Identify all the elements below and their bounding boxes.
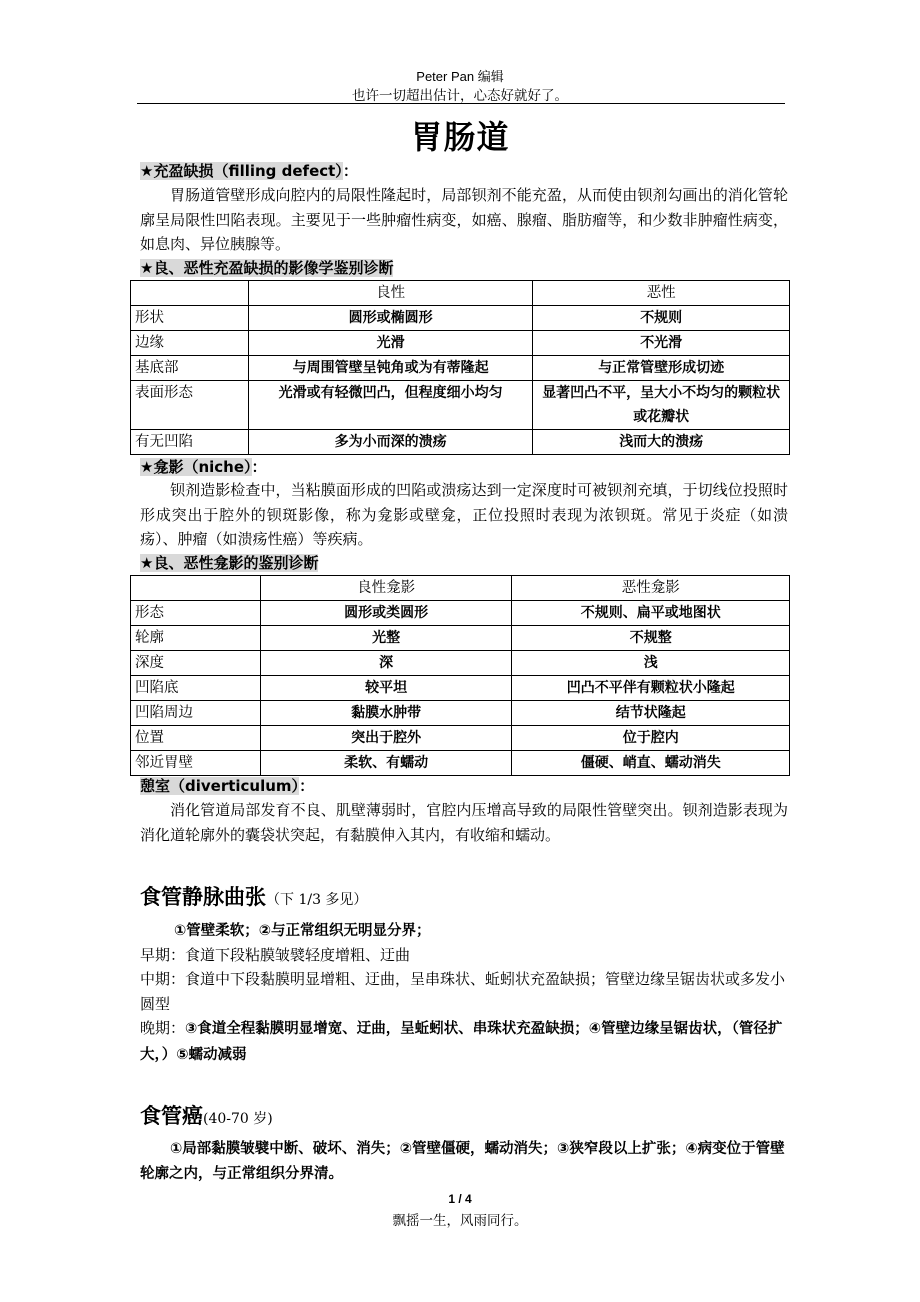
row-label: 形状: [131, 306, 249, 331]
benign-cell: 光整: [260, 626, 512, 651]
benign-cell: 与周围管壁呈钝角或为有蒂隆起: [248, 356, 533, 381]
header-motto: 也许一切超出估计，心态好就好了。: [352, 88, 568, 104]
benign-cell: 突出于腔外: [260, 726, 512, 751]
table-header-cell: [131, 576, 261, 601]
malignant-cell: 与正常管壁形成切迹: [533, 356, 790, 381]
row-label: 表面形态: [131, 381, 249, 430]
header-divider: [137, 103, 785, 104]
esophageal-cancer-heading: 食管癌(40-70 岁): [140, 1104, 273, 1128]
niche-heading: ★龛影（niche）：: [140, 458, 267, 476]
benign-cell: 光滑: [248, 331, 533, 356]
table-header-cell: 恶性: [533, 281, 790, 306]
malignant-cell: 凹凸不平伴有颗粒状小隆起: [512, 676, 790, 701]
benign-malignant-niche-table: [130, 575, 790, 776]
header-author: Peter Pan 编辑: [416, 69, 504, 84]
malignant-cell: 僵硬、峭直、蠕动消失: [512, 751, 790, 776]
table-row: [131, 676, 790, 701]
diverticulum-body: 消化管道局部发育不良、肌壁薄弱时，官腔内压增高导致的局限性管壁突出。钡剂造影表现为消化道轮廓外的囊袋状突起，有黏膜伸入其内，有收缩和蠕动。: [140, 801, 788, 844]
row-label: 基底部: [131, 356, 249, 381]
table-row: [131, 331, 790, 356]
malignant-cell: 结节状隆起: [512, 701, 790, 726]
table-header-cell: 良性龛影: [260, 576, 512, 601]
row-label: 轮廓: [131, 626, 261, 651]
malignant-cell: 不光滑: [533, 331, 790, 356]
table-row: [131, 601, 790, 626]
page-number: 1 / 4: [448, 1192, 472, 1206]
varices-heading: 食管静脉曲张（下 1/3 多见）: [140, 885, 368, 909]
diverticulum-heading: 憩室（diverticulum）：: [140, 777, 315, 795]
benign-cell: 多为小而深的溃疡: [248, 430, 533, 455]
table-row: [131, 651, 790, 676]
table-header-cell: 恶性龛影: [512, 576, 790, 601]
table-row: [131, 726, 790, 751]
footer-motto: 飘摇一生，风雨同行。: [392, 1213, 528, 1229]
row-label: 凹陷底: [131, 676, 261, 701]
table-row: [131, 381, 790, 430]
row-label: 形态: [131, 601, 261, 626]
row-label: 深度: [131, 651, 261, 676]
malignant-cell: 不规整: [512, 626, 790, 651]
varices-middle: 中期：食道中下段黏膜明显增粗、迂曲，呈串珠状、蚯蚓状充盈缺损；管壁边缘呈锯齿状或多发小圆型: [140, 970, 786, 1013]
benign-cell: 柔软、有蠕动: [260, 751, 512, 776]
benign-cell: 圆形或类圆形: [260, 601, 512, 626]
benign-cell: 光滑或有轻微凹凸，但程度细小均匀: [248, 381, 533, 430]
varices-key-points: ①管壁柔软；②与正常组织无明显分界；: [174, 923, 431, 939]
row-label: 位置: [131, 726, 261, 751]
table-row: [131, 356, 790, 381]
malignant-cell: 不规则: [533, 306, 790, 331]
row-label: 有无凹陷: [131, 430, 249, 455]
table-header-cell: 良性: [248, 281, 533, 306]
table-header-row: [131, 576, 790, 601]
page-title: 胃肠道: [410, 118, 510, 156]
row-label: 邻近胃壁: [131, 751, 261, 776]
benign-cell: 较平坦: [260, 676, 512, 701]
benign-cell: 圆形或椭圆形: [248, 306, 533, 331]
table-row: [131, 626, 790, 651]
table-row: [131, 430, 790, 455]
benign-cell: 深: [260, 651, 512, 676]
table-row: [131, 701, 790, 726]
malignant-cell: 位于腔内: [512, 726, 790, 751]
filling-defect-body: 胃肠道管壁形成向腔内的局限性隆起时，局部钡剂不能充盈，从而使由钡剂勾画出的消化管轮廓呈局限性凹陷表现。主要见于一些肿瘤性病变，如癌、腺瘤、脂肪瘤等，和少数非肿瘤性病变，如息肉、异位胰腺等。: [140, 186, 788, 253]
malignant-cell: 显著凹凸不平，呈大小不均匀的颗粒状或花瓣状: [533, 381, 790, 430]
table-header-row: [131, 281, 790, 306]
row-label: 凹陷周边: [131, 701, 261, 726]
row-label: 边缘: [131, 331, 249, 356]
varices-late: 晚期：③食道全程黏膜明显增宽、迂曲，呈蚯蚓状、串珠状充盈缺损；④管壁边缘呈锯齿状，（管径扩大，）⑤蠕动减弱: [140, 1019, 783, 1063]
table2-heading: ★良、恶性龛影的鉴别诊断: [140, 554, 319, 572]
table-row: [131, 751, 790, 776]
benign-cell: 黏膜水肿带: [260, 701, 512, 726]
table-header-cell: [131, 281, 249, 306]
niche-body: 钡剂造影检查中，当粘膜面形成的凹陷或溃疡达到一定深度时可被钡剂充填，于切线位投照时形成突出于腔外的钡斑影像，称为龛影或壁龛，正位投照时表现为浓钡斑。常见于炎症（如溃疡）、肿瘤（如溃疡性癌）等疾病。: [140, 481, 788, 548]
benign-malignant-filling-defect-table: [130, 280, 790, 455]
table1-heading: ★良、恶性充盈缺损的影像学鉴别诊断: [140, 259, 394, 277]
varices-early: 早期：食道下段粘膜皱襞轻度增粗、迂曲: [140, 946, 411, 964]
malignant-cell: 不规则、扁平或地图状: [512, 601, 790, 626]
malignant-cell: 浅: [512, 651, 790, 676]
esophageal-cancer-body: ①局部黏膜皱襞中断、破坏、消失；②管壁僵硬，蠕动消失；③狭窄段以上扩张；④病变位于管壁轮廓之内，与正常组织分界清。: [140, 1141, 785, 1182]
table-row: [131, 306, 790, 331]
malignant-cell: 浅而大的溃疡: [533, 430, 790, 455]
filling-defect-heading: ★充盈缺损（filling defect）：: [140, 162, 358, 180]
